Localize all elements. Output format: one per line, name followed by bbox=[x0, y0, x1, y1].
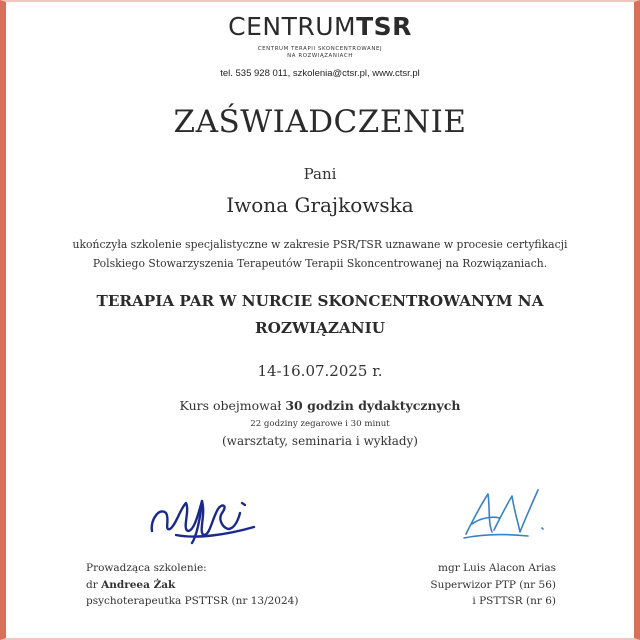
certificate-title: ZAŚWIADCZENIE bbox=[173, 104, 467, 140]
logo-text-bold: TSR bbox=[356, 12, 412, 41]
supervisor-role1: Superwizor PTP (nr 56) bbox=[430, 578, 556, 591]
signature-trainer bbox=[146, 485, 261, 545]
logo-text-light: CENTRUM bbox=[228, 12, 357, 41]
logo-subtitle-line2: NA ROZWIĄZANIACH bbox=[287, 53, 353, 59]
trainer-label: Prowadząca szkolenie: bbox=[86, 562, 207, 574]
description-line2: Polskiego Stowarzyszenia Terapeutów Terapii Skoncentrowanej na Rozwiązaniach. bbox=[92, 257, 548, 270]
trainer-name-line bbox=[86, 577, 298, 594]
logo bbox=[6, 12, 634, 41]
contact-info: tel. 535 928 011, szkolenia@ctsr.pl, www.ctsr.pl bbox=[220, 68, 420, 79]
course-hours-prefix: Kurs obejmował bbox=[179, 398, 286, 413]
logo-subtitle-line1: CENTRUM TERAPII SKONCENTROWANEJ bbox=[257, 46, 383, 52]
supervisor-name: mgr Luis Alacon Arias bbox=[438, 562, 556, 574]
course-forms: (warsztaty, seminaria i wykłady) bbox=[221, 434, 418, 448]
trainer-block bbox=[86, 560, 298, 610]
course-title-line1: TERAPIA PAR W NURCIE SKONCENTROWANYM NA bbox=[96, 292, 544, 310]
trainer-role: psychoterapeutka PSTTSR (nr 13/2024) bbox=[86, 595, 299, 607]
supervisor-block bbox=[430, 560, 556, 610]
signature-supervisor bbox=[458, 482, 553, 544]
course-hours-bold: 30 godzin dydaktycznych bbox=[285, 398, 461, 413]
supervisor-role2: i PSTTSR (nr 6) bbox=[472, 595, 556, 607]
recipient-name: Iwona Grajkowska bbox=[226, 193, 414, 217]
salutation: Pani bbox=[303, 165, 337, 183]
trainer-name: Andreea Żak bbox=[101, 578, 176, 591]
course-title-line2: ROZWIĄZANIU bbox=[255, 319, 385, 337]
course-dates: 14-16.07.2025 r. bbox=[257, 362, 383, 380]
trainer-title-prefix: dr bbox=[86, 578, 102, 591]
description-line1: ukończyła szkolenie specjalistyczne w zakresie PSR/TSR uznawane w procesie certyfikacji bbox=[72, 238, 568, 251]
clock-hours: 22 godziny zegarowe i 30 minut bbox=[250, 419, 390, 429]
course-hours bbox=[6, 398, 634, 413]
